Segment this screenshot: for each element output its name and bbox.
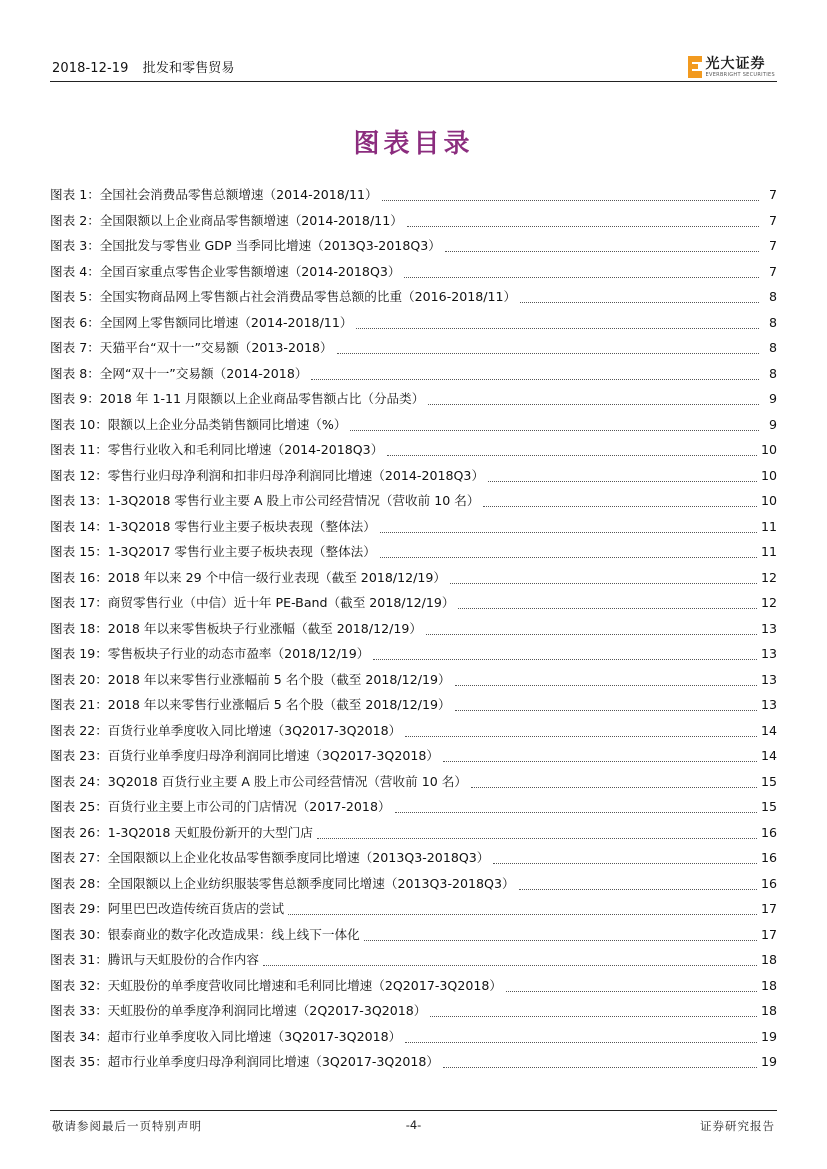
toc-entry-label[interactable]: 图表 35：超市行业单季度归母净利润同比增速（3Q2017-3Q2018）	[50, 1054, 439, 1069]
everbright-logo	[688, 52, 775, 78]
toc-entry[interactable]	[50, 363, 777, 389]
toc-entry-page[interactable]: 10	[760, 442, 777, 457]
toc-entry[interactable]	[50, 975, 777, 1001]
toc-entry[interactable]	[50, 1026, 777, 1052]
toc-entry-page[interactable]: 8	[768, 340, 777, 355]
toc-dot-leader	[350, 430, 759, 431]
toc-entry-page[interactable]: 10	[760, 467, 777, 483]
toc-entry-label[interactable]: 图表 30：银泰商业的数字化改造成果：线上线下一体化	[50, 926, 360, 942]
toc-dot-leader	[317, 838, 757, 839]
toc-entry[interactable]	[50, 388, 777, 414]
toc-entry-label[interactable]: 图表 33：天虹股份的单季度净利润同比增速（2Q2017-3Q2018）	[50, 1003, 427, 1018]
toc-entry-label[interactable]: 图表 21：2018 年以来零售行业涨幅后 5 名个股（截至 2018/12/19）	[50, 697, 451, 712]
toc-dot-leader	[445, 251, 759, 252]
toc-dot-leader	[458, 608, 756, 609]
toc-entry-page[interactable]: 7	[768, 212, 777, 228]
toc-entry-label[interactable]: 图表 14：1-3Q2018 零售行业主要子板块表现（整体法）	[50, 518, 376, 534]
toc-entry-label[interactable]: 图表 26：1-3Q2018 天虹股份新开的大型门店	[50, 824, 313, 840]
toc-entry[interactable]	[50, 643, 777, 669]
toc-dot-leader	[380, 532, 757, 533]
toc-entry[interactable]	[50, 567, 777, 593]
toc-entry-label[interactable]: 图表 3：全国批发与零售业 GDP 当季同比增速（2013Q3-2018Q3）	[50, 238, 441, 253]
toc-dot-leader	[407, 226, 759, 227]
toc-entry-label[interactable]: 图表 4：全国百家重点零售企业零售额增速（2014-2018Q3）	[50, 263, 401, 279]
toc-entry-label[interactable]: 图表 9：2018 年 1-11 月限额以上企业商品零售额占比（分品类）	[50, 391, 425, 406]
toc-dot-leader	[356, 328, 759, 329]
toc-entry-page[interactable]: 7	[768, 238, 777, 253]
toc-entry[interactable]	[50, 771, 777, 797]
toc-entry[interactable]	[50, 796, 777, 822]
toc-entry-page[interactable]: 9	[768, 391, 777, 406]
toc-dot-leader	[288, 914, 757, 915]
report-date: 2018-12-19	[52, 61, 129, 76]
toc-entry-page[interactable]: 18	[760, 977, 777, 993]
toc-entry[interactable]	[50, 592, 777, 618]
toc-entry[interactable]	[50, 924, 777, 950]
page-footer	[50, 1110, 777, 1135]
toc-dot-leader	[337, 353, 759, 354]
toc-dot-leader	[488, 481, 757, 482]
toc-dot-leader	[520, 302, 759, 303]
toc-entry-page[interactable]: 7	[768, 187, 777, 202]
toc-entry-page[interactable]: 7	[768, 263, 777, 279]
toc-entry[interactable]	[50, 465, 777, 491]
toc-dot-leader	[471, 787, 757, 788]
toc-dot-leader	[405, 1042, 757, 1043]
toc-entry-page[interactable]: 9	[768, 416, 777, 432]
toc-dot-leader	[382, 200, 759, 201]
toc-entry[interactable]	[50, 949, 777, 975]
page-header	[50, 55, 777, 82]
toc-entry-label[interactable]: 图表 8：全网“双十一”交易额（2014-2018）	[50, 365, 308, 381]
toc-entry[interactable]	[50, 1000, 777, 1026]
toc-entry-page[interactable]: 16	[760, 824, 777, 840]
toc-entry[interactable]	[50, 694, 777, 720]
toc-entry-label[interactable]: 图表 18：2018 年以来零售板块子行业涨幅（截至 2018/12/19）	[50, 620, 422, 636]
toc-entry-page[interactable]: 8	[768, 289, 777, 304]
page-title: 图表目录	[353, 129, 474, 159]
toc-entry-page[interactable]: 10	[760, 493, 777, 508]
everbright-logo-icon	[688, 56, 702, 78]
toc-entry-label[interactable]: 图表 15：1-3Q2017 零售行业主要子板块表现（整体法）	[50, 544, 376, 559]
report-type: 证券研究报告	[700, 1119, 775, 1133]
toc-entry-page[interactable]: 16	[760, 850, 777, 865]
toc-dot-leader	[387, 455, 757, 456]
toc-dot-leader	[428, 404, 759, 405]
toc-entry-page[interactable]: 11	[760, 518, 777, 534]
toc-entry-page[interactable]: 13	[760, 620, 777, 636]
page-number: -4-	[405, 1118, 422, 1132]
toc-entry-page[interactable]: 8	[768, 314, 777, 330]
toc-entry[interactable]	[50, 414, 777, 440]
header-info	[52, 57, 245, 76]
toc-entry-page[interactable]: 14	[760, 722, 777, 738]
toc-entry[interactable]	[50, 847, 777, 873]
toc-entry[interactable]	[50, 618, 777, 644]
toc-entry-label[interactable]: 图表 16：2018 年以来 29 个中信一级行业表现（截至 2018/12/19）	[50, 569, 446, 585]
toc-entry-label[interactable]: 图表 2：全国限额以上企业商品零售额增速（2014-2018/11）	[50, 212, 403, 228]
toc-entry[interactable]	[50, 184, 777, 210]
toc-entry-page[interactable]: 16	[760, 875, 777, 891]
logo-english-text: EVERBRIGHT SECURITIES	[705, 72, 775, 78]
toc-entry-label[interactable]: 图表 22：百货行业单季度收入同比增速（3Q2017-3Q2018）	[50, 722, 402, 738]
toc-dot-leader	[506, 991, 757, 992]
toc-entry[interactable]	[50, 210, 777, 236]
industry-name: 批发和零售贸易	[142, 61, 235, 76]
toc-entry-page[interactable]: 11	[760, 544, 777, 559]
toc-entry-page[interactable]: 18	[760, 952, 777, 967]
toc-dot-leader	[493, 863, 757, 864]
toc-entry-page[interactable]: 19	[760, 1028, 777, 1044]
toc-entry[interactable]	[50, 541, 777, 567]
toc-entry[interactable]	[50, 337, 777, 363]
toc-entry-page[interactable]: 18	[760, 1003, 777, 1018]
toc-entry[interactable]	[50, 1051, 777, 1077]
toc-dot-leader	[364, 940, 757, 941]
toc-entry-label[interactable]: 图表 34：超市行业单季度收入同比增速（3Q2017-3Q2018）	[50, 1028, 402, 1044]
toc-entry-page[interactable]: 15	[760, 773, 777, 789]
toc-dot-leader	[450, 583, 757, 584]
toc-dot-leader	[430, 1016, 757, 1017]
toc-entry-label[interactable]: 图表 6：全国网上零售额同比增速（2014-2018/11）	[50, 314, 353, 330]
toc-entry[interactable]	[50, 873, 777, 899]
toc-dot-leader	[455, 685, 757, 686]
toc-dot-leader	[455, 710, 757, 711]
toc-entry[interactable]	[50, 669, 777, 695]
toc-entry[interactable]	[50, 898, 777, 924]
toc-entry-label[interactable]: 图表 27：全国限额以上企业化妆品零售额季度同比增速（2013Q3-2018Q3）	[50, 850, 490, 865]
toc-entry[interactable]	[50, 490, 777, 516]
toc-dot-leader	[395, 812, 757, 813]
toc-entry[interactable]	[50, 516, 777, 542]
toc-entry-label[interactable]: 图表 5：全国实物商品网上零售额占社会消费品零售总额的比重（2016-2018/11）	[50, 289, 517, 304]
toc-entry-label[interactable]: 图表 17：商贸零售行业（中信）近十年 PE-Band（截至 2018/12/19）	[50, 595, 455, 610]
toc-entry-label[interactable]: 图表 29：阿里巴巴改造传统百货店的尝试	[50, 901, 285, 916]
toc-entry-page[interactable]: 13	[760, 646, 777, 661]
disclaimer-note: 敬请参阅最后一页特别声明	[52, 1119, 202, 1133]
toc-entry-page[interactable]: 13	[760, 671, 777, 687]
toc-entry[interactable]	[50, 439, 777, 465]
toc-entry-page[interactable]: 17	[760, 926, 777, 942]
toc-entry-label[interactable]: 图表 25：百货行业主要上市公司的门店情况（2017-2018）	[50, 799, 391, 814]
toc-entry-page[interactable]: 14	[760, 748, 777, 763]
toc-entry[interactable]	[50, 286, 777, 312]
toc-entry-label[interactable]: 图表 11：零售行业收入和毛利同比增速（2014-2018Q3）	[50, 442, 384, 457]
toc-entry-label[interactable]: 图表 13：1-3Q2018 零售行业主要 A 股上市公司经营情况（营收前 10 名）	[50, 493, 480, 508]
toc-dot-leader	[519, 889, 757, 890]
table-of-figures	[50, 184, 777, 1077]
toc-entry[interactable]	[50, 720, 777, 746]
toc-entry[interactable]	[50, 261, 777, 287]
toc-dot-leader	[426, 634, 757, 635]
toc-entry-label[interactable]: 图表 24：3Q2018 百货行业主要 A 股上市公司经营情况（营收前 10 名）	[50, 773, 467, 789]
toc-entry-label[interactable]: 图表 12：零售行业归母净利润和扣非归母净利润同比增速（2014-2018Q3）	[50, 467, 485, 483]
logo-chinese-text: 光大证券	[705, 56, 766, 72]
toc-entry[interactable]	[50, 312, 777, 338]
toc-entry-label[interactable]: 图表 7：天猫平台“双十一”交易额（2013-2018）	[50, 340, 333, 355]
toc-entry-label[interactable]: 图表 23：百货行业单季度归母净利润同比增速（3Q2017-3Q2018）	[50, 748, 439, 763]
toc-entry-label[interactable]: 图表 10：限额以上企业分品类销售额同比增速（%）	[50, 416, 347, 432]
toc-dot-leader	[311, 379, 759, 380]
toc-entry-label[interactable]: 图表 1：全国社会消费品零售总额增速（2014-2018/11）	[50, 187, 378, 202]
toc-entry-label[interactable]: 图表 32：天虹股份的单季度营收同比增速和毛利同比增速（2Q2017-3Q2018）	[50, 977, 502, 993]
toc-entry[interactable]	[50, 745, 777, 771]
toc-dot-leader	[263, 965, 757, 966]
toc-entry-label[interactable]: 图表 28：全国限额以上企业纺织服装零售总额季度同比增速（2013Q3-2018Q3）	[50, 875, 515, 891]
toc-entry-page[interactable]: 13	[760, 697, 777, 712]
toc-entry[interactable]	[50, 235, 777, 261]
toc-dot-leader	[404, 277, 759, 278]
toc-dot-leader	[373, 659, 757, 660]
toc-dot-leader	[483, 506, 757, 507]
toc-entry-page[interactable]: 12	[760, 569, 777, 585]
toc-entry-label[interactable]: 图表 31：腾讯与天虹股份的合作内容	[50, 952, 259, 967]
toc-dot-leader	[443, 1067, 757, 1068]
toc-entry-label[interactable]: 图表 20：2018 年以来零售行业涨幅前 5 名个股（截至 2018/12/19）	[50, 671, 451, 687]
toc-entry-page[interactable]: 15	[760, 799, 777, 814]
toc-entry-page[interactable]: 12	[760, 595, 777, 610]
toc-entry-page[interactable]: 8	[768, 365, 777, 381]
toc-entry[interactable]	[50, 822, 777, 848]
toc-entry-page[interactable]: 19	[760, 1054, 777, 1069]
toc-dot-leader	[380, 557, 757, 558]
toc-dot-leader	[405, 736, 757, 737]
toc-entry-page[interactable]: 17	[760, 901, 777, 916]
toc-entry-label[interactable]: 图表 19：零售板块子行业的动态市盈率（2018/12/19）	[50, 646, 370, 661]
toc-dot-leader	[443, 761, 757, 762]
